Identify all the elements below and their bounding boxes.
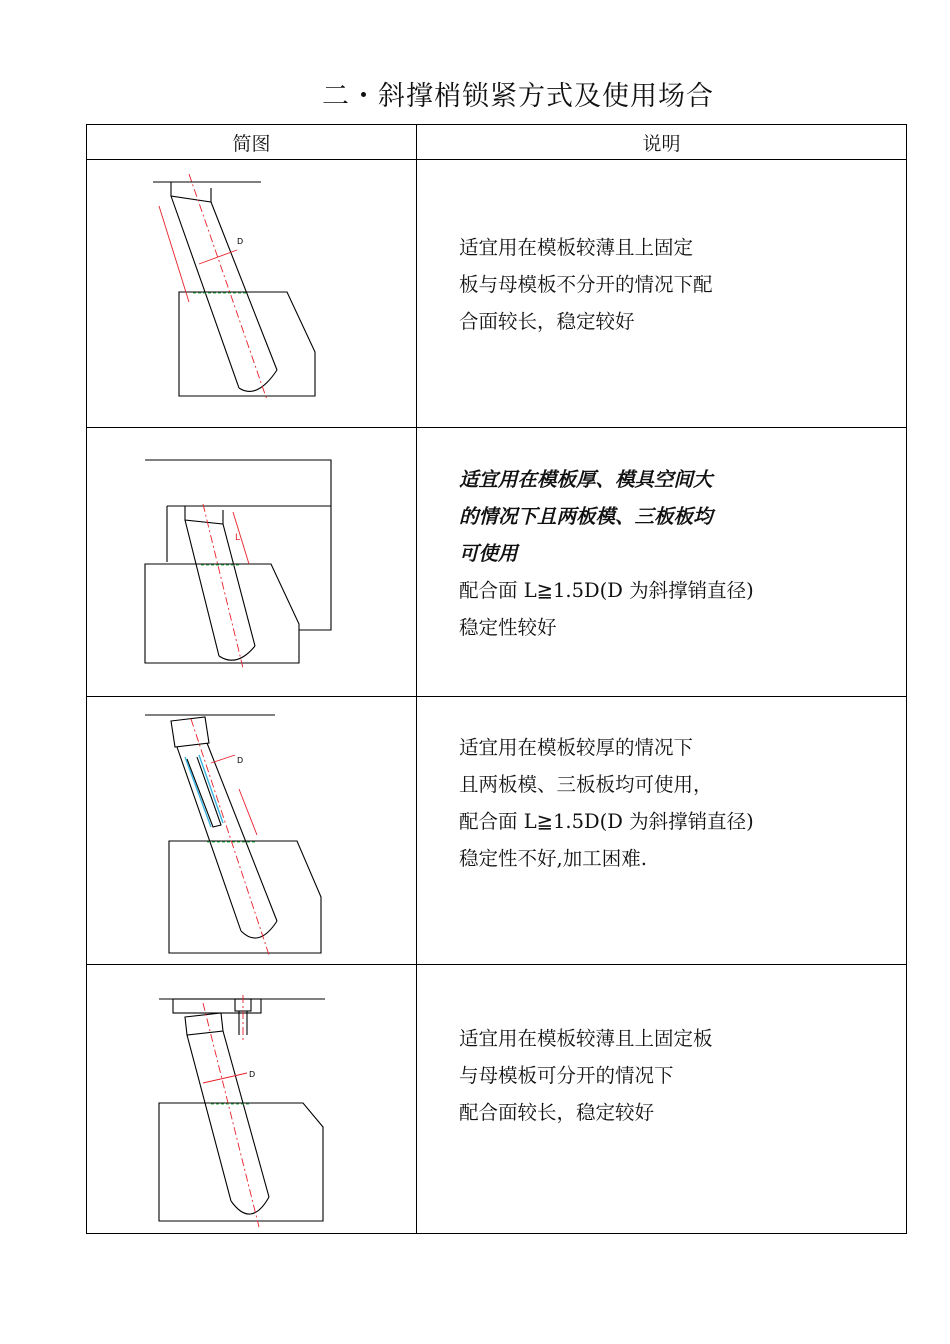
lifter-diagram-1 bbox=[87, 160, 417, 428]
svg-text:D: D bbox=[249, 1070, 256, 1079]
description-line: 稳定性较好 bbox=[459, 616, 557, 639]
description-line: 与母模板可分开的情况下 bbox=[459, 1064, 674, 1087]
lifter-diagram-3 bbox=[87, 697, 417, 965]
diagram-cell bbox=[87, 697, 417, 965]
table-row bbox=[87, 428, 907, 697]
table-row bbox=[87, 697, 907, 965]
table-header-row bbox=[87, 125, 907, 160]
usage-table bbox=[86, 124, 907, 1234]
diagram-cell bbox=[87, 965, 417, 1234]
lifter-diagram-2 bbox=[87, 428, 417, 696]
description-text bbox=[459, 461, 754, 646]
header-diagram: 简图 bbox=[87, 125, 417, 160]
description-cell bbox=[417, 965, 907, 1234]
description-line: 适宜用在模板较厚的情况下 bbox=[459, 736, 694, 759]
description-line: 配合面 L≧1.5D(D 为斜撑销直径) bbox=[459, 579, 754, 602]
description-line: 可使用 bbox=[459, 542, 518, 565]
svg-text:D: D bbox=[237, 756, 244, 765]
description-line: 板与母模板不分开的情况下配 bbox=[459, 273, 713, 296]
table-row bbox=[87, 965, 907, 1234]
description-line: 且两板模、三板板均可使用， bbox=[459, 773, 713, 796]
description-line: 适宜用在模板较薄且上固定板 bbox=[459, 1027, 713, 1050]
description-text bbox=[459, 1020, 713, 1131]
description-cell bbox=[417, 160, 907, 428]
description-line: 适宜用在模板较薄且上固定 bbox=[459, 236, 694, 259]
description-text bbox=[459, 729, 754, 877]
description-line: 稳定性不好,加工困难. bbox=[459, 847, 647, 870]
lifter-diagram-4 bbox=[87, 965, 417, 1233]
diagram-cell bbox=[87, 160, 417, 428]
svg-text:L: L bbox=[235, 533, 241, 543]
page-title: 二・斜撑梢锁紧方式及使用场合 bbox=[322, 81, 714, 112]
description-cell bbox=[417, 697, 907, 965]
description-line: 配合面 L≧1.5D(D 为斜撑销直径) bbox=[459, 810, 754, 833]
description-text bbox=[459, 229, 713, 340]
description-line: 适宜用在模板厚、模具空间大 bbox=[459, 468, 713, 491]
description-line: 配合面较长，稳定较好 bbox=[459, 1101, 655, 1124]
description-line: 的情况下且两板模、三板板均 bbox=[459, 505, 713, 528]
header-description: 说明 bbox=[417, 125, 907, 160]
description-cell bbox=[417, 428, 907, 697]
diagram-cell bbox=[87, 428, 417, 697]
description-line: 合面较长，稳定较好 bbox=[459, 310, 635, 333]
table-row bbox=[87, 160, 907, 428]
svg-text:D: D bbox=[237, 237, 244, 246]
